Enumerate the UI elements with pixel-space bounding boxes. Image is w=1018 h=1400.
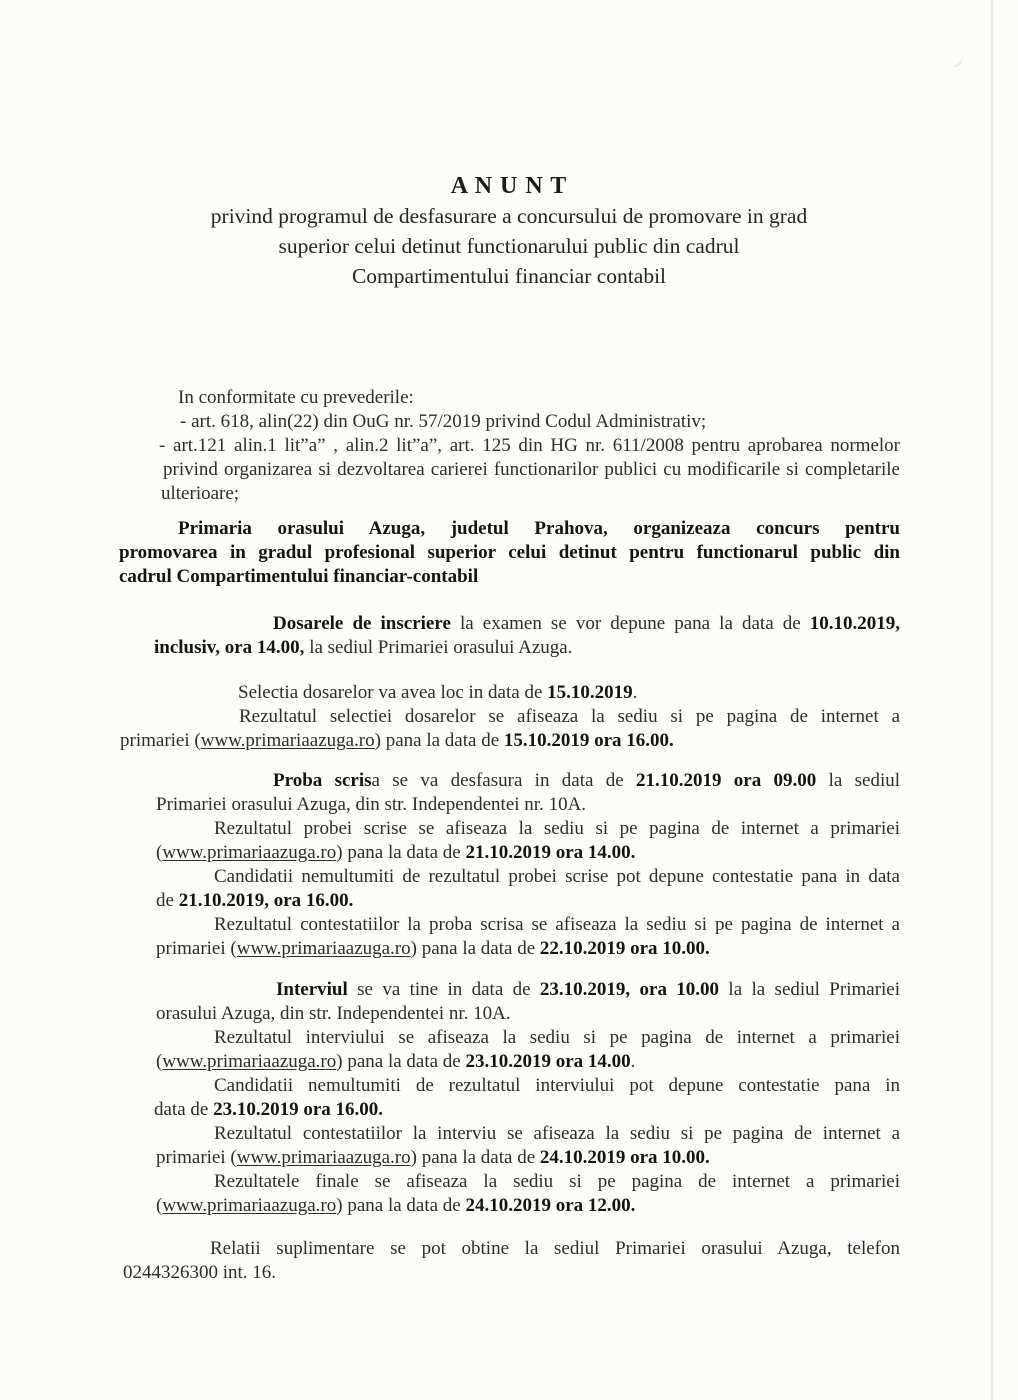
scan-edge-line xyxy=(991,0,993,1400)
document-title: A N U N T xyxy=(450,173,568,199)
text-segment: Selectia dosarelor va avea loc in data de xyxy=(238,682,548,703)
text-segment: ) pana la data de xyxy=(410,938,540,959)
text-segment: - art. 618, alin(22) din OuG nr. 57/2019 privind Codul Administrativ; xyxy=(180,411,707,432)
text-segment: Primariei orasului Azuga, din str. Independentei nr. 10A. xyxy=(156,794,587,815)
text-segment: primariei ( xyxy=(156,1147,237,1168)
text-segment: 24.10.2019 ora 12.00. xyxy=(465,1195,636,1216)
text-line xyxy=(238,681,900,705)
text-segment: Rezultatul probei scrise se afiseaza la sediu si pe pagina de internet a primariei xyxy=(214,818,900,839)
text-line xyxy=(156,937,900,961)
text-segment: Dosarele de inscriere xyxy=(273,613,451,634)
paragraph-selection-result xyxy=(118,705,900,753)
text-segment: Candidatii nemultumiti de rezultatul probei scrise pot depune contestatie pana in data xyxy=(214,866,900,887)
text-segment: cadrul Compartimentului financiar-contabil xyxy=(119,566,479,587)
website-url: www.primariaazuga.ro xyxy=(162,1195,337,1216)
text-segment: la sediul xyxy=(816,770,900,791)
paragraph-enrollment-files xyxy=(118,612,900,660)
text-segment: Interviul xyxy=(276,979,348,1000)
text-line xyxy=(210,1237,900,1261)
document-subtitle-line-3: Compartimentului financiar contabil xyxy=(351,264,667,288)
text-segment: 15.10.2019 ora 16.00. xyxy=(503,730,674,751)
text-segment: Proba scris xyxy=(273,770,372,791)
text-segment: 23.10.2019 ora 14.00 xyxy=(465,1051,631,1072)
text-line xyxy=(156,841,900,865)
text-line xyxy=(239,705,900,729)
text-line xyxy=(273,769,900,793)
text-segment: orasului Azuga, din str. Independentei nr. 10A. xyxy=(156,1003,511,1024)
text-segment: 21.10.2019 ora 14.00. xyxy=(465,842,636,863)
text-segment: Rezultatul interviului se afiseaza la sediu si pe pagina de internet a primariei xyxy=(214,1027,900,1048)
paragraph-final-results xyxy=(118,1170,900,1218)
paragraph-organizer-statement xyxy=(118,517,900,589)
text-line xyxy=(156,1146,900,1170)
text-segment: ( xyxy=(156,1051,163,1072)
text-line xyxy=(178,386,900,410)
text-segment: 21.10.2019, ora 16.00. xyxy=(178,890,354,911)
text-segment: de xyxy=(156,890,179,911)
text-segment: In conformitate cu prevederile: xyxy=(178,387,414,408)
text-segment: 0244326300 int. 16. xyxy=(123,1262,277,1283)
paragraph-legal-basis-intro xyxy=(118,386,900,434)
text-segment: ) pana la data de xyxy=(336,1195,466,1216)
paragraph-written-test xyxy=(118,769,900,961)
document-body xyxy=(118,386,900,1285)
document-header xyxy=(118,0,900,291)
text-line xyxy=(214,1026,900,1050)
text-segment: ( xyxy=(156,1195,163,1216)
text-segment: promovarea in gradul profesional superior celui detinut pentru functionarul public din xyxy=(119,542,900,563)
text-segment: inclusiv, ora 14.00, xyxy=(154,637,305,658)
text-line xyxy=(273,612,900,636)
text-segment: Rezultatul contestatiilor la interviu se afiseaza la sediu si pe pagina de internet a xyxy=(214,1123,900,1144)
document-subtitle-line-2: superior celui detinut functionarului public din cadrul xyxy=(278,234,740,258)
text-line xyxy=(123,1261,900,1285)
text-line xyxy=(163,458,900,482)
paragraph-additional-info xyxy=(118,1237,900,1285)
text-line xyxy=(156,1002,900,1026)
text-line xyxy=(178,517,900,541)
text-segment: . xyxy=(630,1051,636,1072)
text-line xyxy=(214,913,900,937)
text-line xyxy=(120,729,900,753)
text-segment: la sediul Primariei orasului Azuga. xyxy=(304,637,573,658)
text-line xyxy=(119,565,900,589)
text-line xyxy=(214,1170,900,1194)
text-segment: ) pana la data de xyxy=(336,842,466,863)
document-subtitle-line-1: privind programul de desfasurare a concursului de promovare in grad xyxy=(210,204,808,228)
text-segment: a se va desfasura in data de xyxy=(371,770,636,791)
website-url: www.primariaazuga.ro xyxy=(236,1147,411,1168)
text-line xyxy=(159,434,900,458)
text-segment: Relatii suplimentare se pot obtine la sediul Primariei orasului Azuga, telefon xyxy=(210,1238,900,1259)
paragraph-legal-basis-hg xyxy=(118,434,900,506)
text-segment: Candidatii nemultumiti de rezultatul interviului pot depune contestatie pana in xyxy=(214,1075,900,1096)
paragraph-interview xyxy=(118,978,900,1170)
text-line xyxy=(214,817,900,841)
text-segment: 23.10.2019 ora 16.00. xyxy=(213,1099,384,1120)
website-url: www.primariaazuga.ro xyxy=(236,938,411,959)
text-segment: ulterioare; xyxy=(161,483,240,504)
text-segment: la examen se vor depune pana la data de xyxy=(450,613,810,634)
text-segment: 10.10.2019, xyxy=(809,613,900,634)
announcement-document xyxy=(118,0,900,1285)
text-line xyxy=(214,1074,900,1098)
text-segment: Rezultatul selectiei dosarelor se afiseaza la sediu si pe pagina de internet a xyxy=(239,706,900,727)
text-line xyxy=(154,636,900,660)
text-line xyxy=(156,1194,900,1218)
paragraph-files-selection-date xyxy=(118,681,900,705)
text-line xyxy=(156,793,900,817)
text-segment: 21.10.2019 ora 09.00 xyxy=(635,770,817,791)
text-segment: data de xyxy=(154,1099,214,1120)
text-line xyxy=(214,1122,900,1146)
text-segment: 22.10.2019 ora 10.00. xyxy=(539,938,710,959)
website-url: www.primariaazuga.ro xyxy=(200,730,375,751)
text-segment: . xyxy=(632,682,638,703)
text-line xyxy=(154,1098,900,1122)
text-segment: la la sediul Primariei xyxy=(719,979,901,1000)
text-segment: primariei ( xyxy=(156,938,237,959)
text-line xyxy=(119,541,900,565)
text-segment: 24.10.2019 ora 10.00. xyxy=(539,1147,710,1168)
text-line xyxy=(161,482,900,506)
text-line xyxy=(214,865,900,889)
text-segment: - art.121 alin.1 lit”a” , alin.2 lit”a”, art. 125 din HG nr. 611/2008 pentru aprobarea normelor xyxy=(159,435,900,456)
text-segment: Rezultatele finale se afiseaza la sediu si pe pagina de internet a primariei xyxy=(214,1171,900,1192)
text-segment: primariei ( xyxy=(120,730,201,751)
text-segment: ) pana la data de xyxy=(374,730,504,751)
website-url: www.primariaazuga.ro xyxy=(162,1051,337,1072)
text-segment: privind organizarea si dezvoltarea carierei functionarilor publici cu modificarile si completarile xyxy=(163,459,900,480)
text-segment: Primaria orasului Azuga, judetul Prahova, organizeaza concurs pentru xyxy=(178,518,900,539)
website-url: www.primariaazuga.ro xyxy=(162,842,337,863)
scan-artifact xyxy=(951,54,966,68)
text-segment: ( xyxy=(156,842,163,863)
text-line xyxy=(156,1050,900,1074)
text-segment: Rezultatul contestatiilor la proba scrisa se afiseaza la sediu si pe pagina de internet a xyxy=(214,914,900,935)
text-segment: 15.10.2019 xyxy=(547,682,633,703)
text-segment: 23.10.2019, ora 10.00 xyxy=(539,979,720,1000)
text-segment: se va tine in data de xyxy=(347,979,540,1000)
text-line xyxy=(156,889,900,913)
text-segment: ) pana la data de xyxy=(336,1051,466,1072)
text-line xyxy=(276,978,900,1002)
text-segment: ) pana la data de xyxy=(410,1147,540,1168)
text-line xyxy=(180,410,900,434)
